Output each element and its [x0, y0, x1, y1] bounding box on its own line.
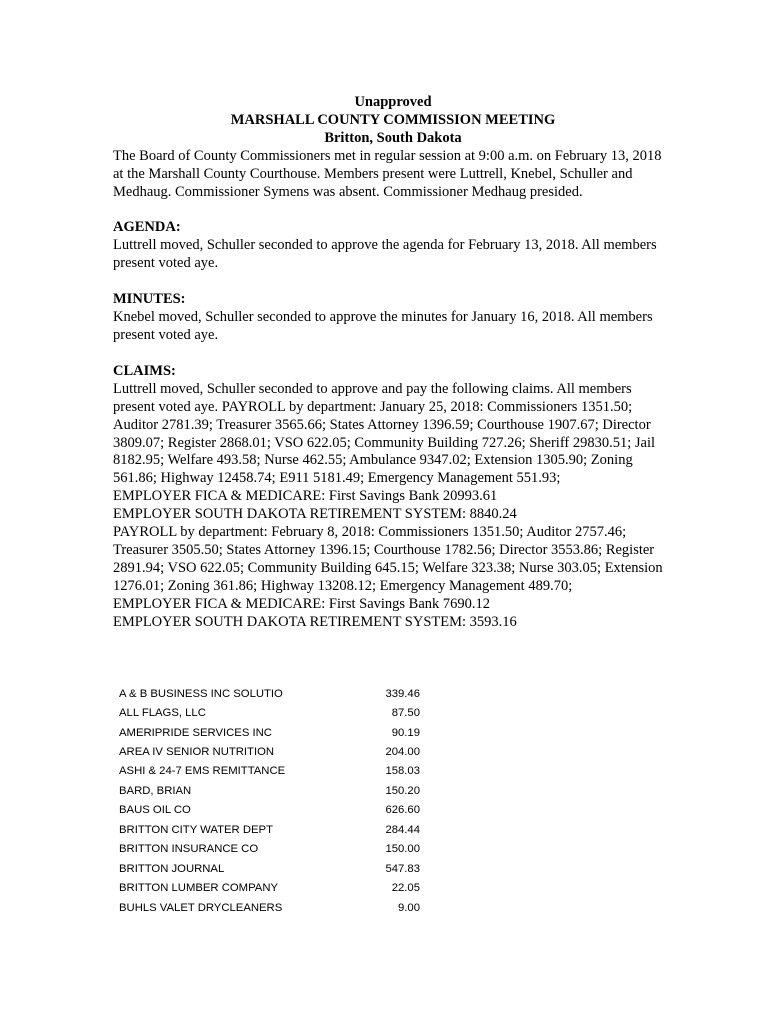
- document-body: [113, 94, 673, 631]
- sdrs-line-2: EMPLOYER SOUTH DAKOTA RETIREMENT SYSTEM: 3593.16: [113, 613, 517, 630]
- claim-vendor: A & B BUSINESS INC SOLUTIO: [119, 687, 283, 700]
- claim-amount: 9.00: [398, 901, 420, 914]
- claim-amount: 158.03: [385, 765, 420, 778]
- fica-line-2: EMPLOYER FICA & MEDICARE: First Savings Bank 7690.12: [113, 595, 491, 612]
- claim-amount: 284.44: [385, 823, 420, 836]
- claim-amount: 87.50: [391, 707, 420, 720]
- claim-vendor: ALL FLAGS, LLC: [119, 707, 206, 720]
- claim-amount: 626.60: [385, 804, 420, 817]
- claim-amount: 339.46: [385, 687, 420, 700]
- claim-amount: 90.19: [391, 726, 420, 739]
- table-row: [119, 781, 420, 800]
- claim-vendor: ASHI & 24-7 EMS REMITTANCE: [119, 765, 286, 778]
- claim-vendor: BRITTON LUMBER COMPANY: [119, 882, 279, 895]
- table-row: [119, 898, 420, 917]
- claim-vendor: AMERIPRIDE SERVICES INC: [119, 726, 272, 739]
- table-row: [119, 723, 420, 742]
- meeting-location: Britton, South Dakota: [324, 129, 462, 146]
- claim-vendor: BUHLS VALET DRYCLEANERS: [119, 901, 283, 914]
- table-row: [119, 742, 420, 761]
- minutes-text: Knebel moved, Schuller seconded to approve the minutes for January 16, 2018. All members present voted aye.: [113, 309, 653, 343]
- table-row: [119, 840, 420, 859]
- claim-amount: 150.20: [385, 784, 420, 797]
- claim-amount: 204.00: [385, 746, 420, 759]
- fica-line-1: EMPLOYER FICA & MEDICARE: First Savings Bank 20993.61: [113, 488, 498, 505]
- table-row: [119, 703, 420, 722]
- table-row: [119, 762, 420, 781]
- agenda-heading: AGENDA:: [113, 219, 181, 236]
- claim-vendor: BRITTON JOURNAL: [119, 862, 225, 875]
- table-row: [119, 801, 420, 820]
- claims-text: Luttrell moved, Schuller seconded to approve and pay the following claims. All members present voted aye. PAYROLL by department: January 25, 2018: Commissioners 1351.50; Auditor 2781.39; Treasurer 3565.66; States Attorney 1396.59; Courthouse 1907.67; Director 3809.07; Register 2868.01; VSO 622.05; Community Building 727.26; Sheriff 29830.51; Jail 8182.95; Welfare 493.58; Nurse 462.55; Ambulance 9347.02; Extension 1305.90; Zoning 561.86; Highway 12458.74; E911 5181.49; Emergency Management 551.93;: [113, 380, 656, 487]
- status-label: Unapproved: [354, 94, 432, 110]
- claim-vendor: AREA IV SENIOR NUTRITION: [119, 746, 275, 759]
- claims-table: [119, 684, 420, 917]
- table-row: [119, 878, 420, 897]
- agenda-text: Luttrell moved, Schuller seconded to approve the agenda for February 13, 2018. All members present voted aye.: [113, 237, 657, 272]
- intro-paragraph: The Board of County Commissioners met in regular session at 9:00 a.m. on February 13, 2018 at the Marshall County Courthouse. Members present were Luttrell, Knebel, Schuller and Medhaug. Commissioner Symens was absent. Commissioner Medhaug presided.: [113, 147, 662, 200]
- claim-vendor: BAUS OIL CO: [119, 804, 191, 817]
- claim-vendor: BRITTON CITY WATER DEPT: [119, 823, 273, 836]
- claim-amount: 22.05: [391, 882, 420, 895]
- table-row: [119, 684, 420, 703]
- claim-vendor: BARD, BRIAN: [119, 784, 192, 797]
- table-row: [119, 820, 420, 839]
- payroll-line-2: PAYROLL by department: February 8, 2018: Commissioners 1351.50; Auditor 2757.46; Treasurer 3505.50; States Attorney 1396.15; Courthouse 1782.56; Director 3553.86; Register 2891.94; VSO 622.05; Community Building 645.15; Welfare 323.38; Nurse 303.05; Extension 1276.01; Zoning 361.86; Highway 13208.12; Emergency Management 489.70;: [113, 524, 663, 594]
- minutes-heading: MINUTES:: [113, 291, 186, 308]
- document-title: MARSHALL COUNTY COMMISSION MEETING: [230, 111, 556, 128]
- claim-vendor: BRITTON INSURANCE CO: [119, 843, 259, 856]
- sdrs-line-1: EMPLOYER SOUTH DAKOTA RETIREMENT SYSTEM: 8840.24: [113, 506, 517, 523]
- claim-amount: 547.83: [385, 862, 420, 875]
- claim-amount: 150.00: [385, 843, 420, 856]
- table-row: [119, 859, 420, 878]
- claims-heading: CLAIMS:: [113, 362, 176, 379]
